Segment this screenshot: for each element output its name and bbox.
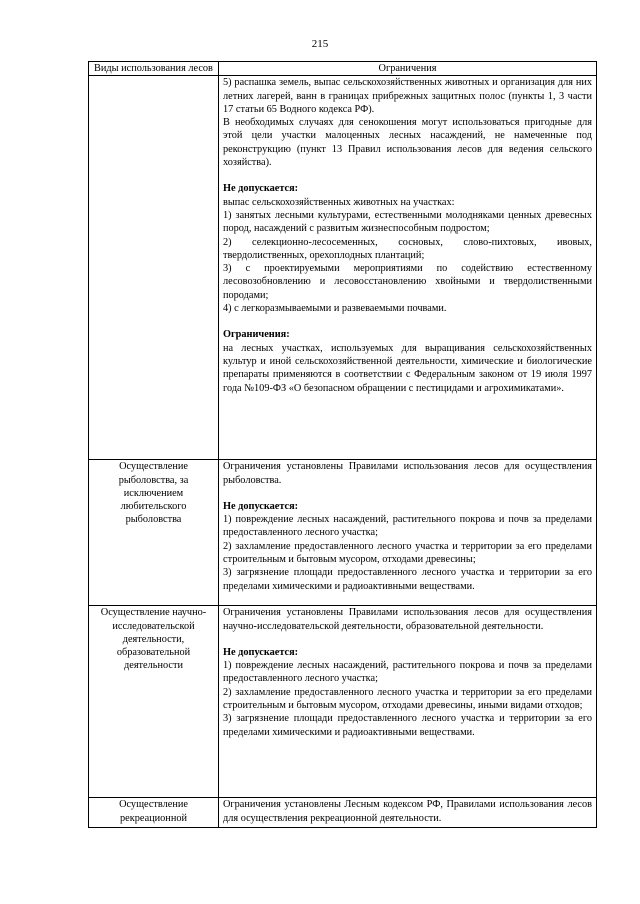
table-row (89, 798, 597, 828)
table-row (89, 460, 597, 606)
paragraph: на лесных участках, используемых для выращивания сельскохозяйственных культур и иной сельскохозяйственной деятельности, химические и биологические препараты применяются в соответствии с Федеральным законом от 19 июля 1997 года №109-ФЗ «О безопасном обращении с пестицидами и агрохимикатами». (223, 342, 592, 394)
paragraph: выпас сельскохозяйственных животных на участках: (223, 196, 455, 208)
paragraph: Ограничения установлены Лесным кодексом РФ, Правилами использования лесов для осуществления рекреационной деятельности. (223, 799, 592, 824)
list-item: 2) захламление предоставленного лесного участка и территории за его пределами строительным и бытовым мусором, отходами древесины, иными видами отходов; (223, 686, 592, 712)
list-item: 2) селекционно-лесосеменных, сосновых, слово-пихтовых, ивовых, твердолиственных, орехоплодных плантаций; (223, 236, 592, 261)
subheading-restrictions: Ограничения: (223, 329, 290, 341)
subheading-not-allowed: Не допускается: (223, 183, 299, 195)
list-item: 1) повреждение лесных насаждений, растительного покрова и почв за пределами предоставленного лесного участка; (223, 660, 592, 685)
table-header-row (89, 62, 597, 76)
page-number: 215 (311, 38, 329, 50)
paragraph: В необходимых случаях для сенокошения могут использоваться пригодные для этой цели участки малоценных лесных насаждений, не намеченные под реконструкцию (пункт 13 Правил использования лесов для ведения сельского хозяйства). (223, 117, 592, 169)
paragraph: Ограничения установлены Правилами использования лесов для осуществления рыболовства. (223, 461, 592, 486)
list-item: 3) загрязнение площади предоставленного лесного участка и территории за его пределами химическими и радиоактивными веществами. (223, 567, 592, 592)
restrictions-cell (219, 606, 597, 798)
restrictions-cell (219, 798, 597, 828)
paragraph: Ограничения установлены Правилами использования лесов для осуществления научно-исследовательской деятельности, образовательной деятельности. (223, 607, 592, 632)
restrictions-cell (219, 76, 597, 460)
table-row (89, 606, 597, 798)
activity-cell: Осуществление рекреационной (89, 798, 219, 828)
header-restrictions: Ограничения (219, 62, 597, 76)
header-forest-use-types: Виды использования лесов (89, 62, 219, 76)
subheading-not-allowed: Не допускается: (223, 646, 299, 658)
forest-use-restrictions-table (88, 61, 597, 828)
list-item: 3) с проектируемыми мероприятиями по содействию естественному лесовозобновлению и лесовосстановлению хвойными и твердолиственными породами; (223, 263, 592, 301)
restrictions-cell (219, 460, 597, 606)
activity-cell: Осуществление научно-исследовательской деятельности, образовательной деятельности (89, 606, 219, 798)
table-row (89, 76, 597, 460)
activity-cell: Осуществление рыболовства, за исключением любительского рыболовства (89, 460, 219, 606)
subheading-not-allowed: Не допускается: (223, 500, 299, 512)
list-item: 4) с легкоразмываемыми и развеваемыми почвами. (223, 303, 447, 315)
list-item: 1) занятых лесными культурами, естественными молодняками ценных древесных пород, насаждений с развитым жизнеспособным подростом; (223, 209, 592, 235)
list-item: 2) захламление предоставленного лесного участка и территории за его пределами строительным и бытовым мусором, отходами древесины; (223, 540, 592, 566)
list-item: 1) повреждение лесных насаждений, растительного покрова и почв за пределами предоставленного лесного участка; (223, 514, 592, 539)
list-item: 3) загрязнение площади предоставленного лесного участка и территории за его пределами химическими и радиоактивными веществами. (223, 713, 592, 738)
paragraph: 5) распашка земель, выпас сельскохозяйственных животных и организация для них летних лагерей, ванн в границах прибрежных защитных полос (пункты 1, 3 части 17 статьи 65 Водного кодекса РФ). (223, 77, 592, 115)
activity-cell (89, 76, 219, 460)
